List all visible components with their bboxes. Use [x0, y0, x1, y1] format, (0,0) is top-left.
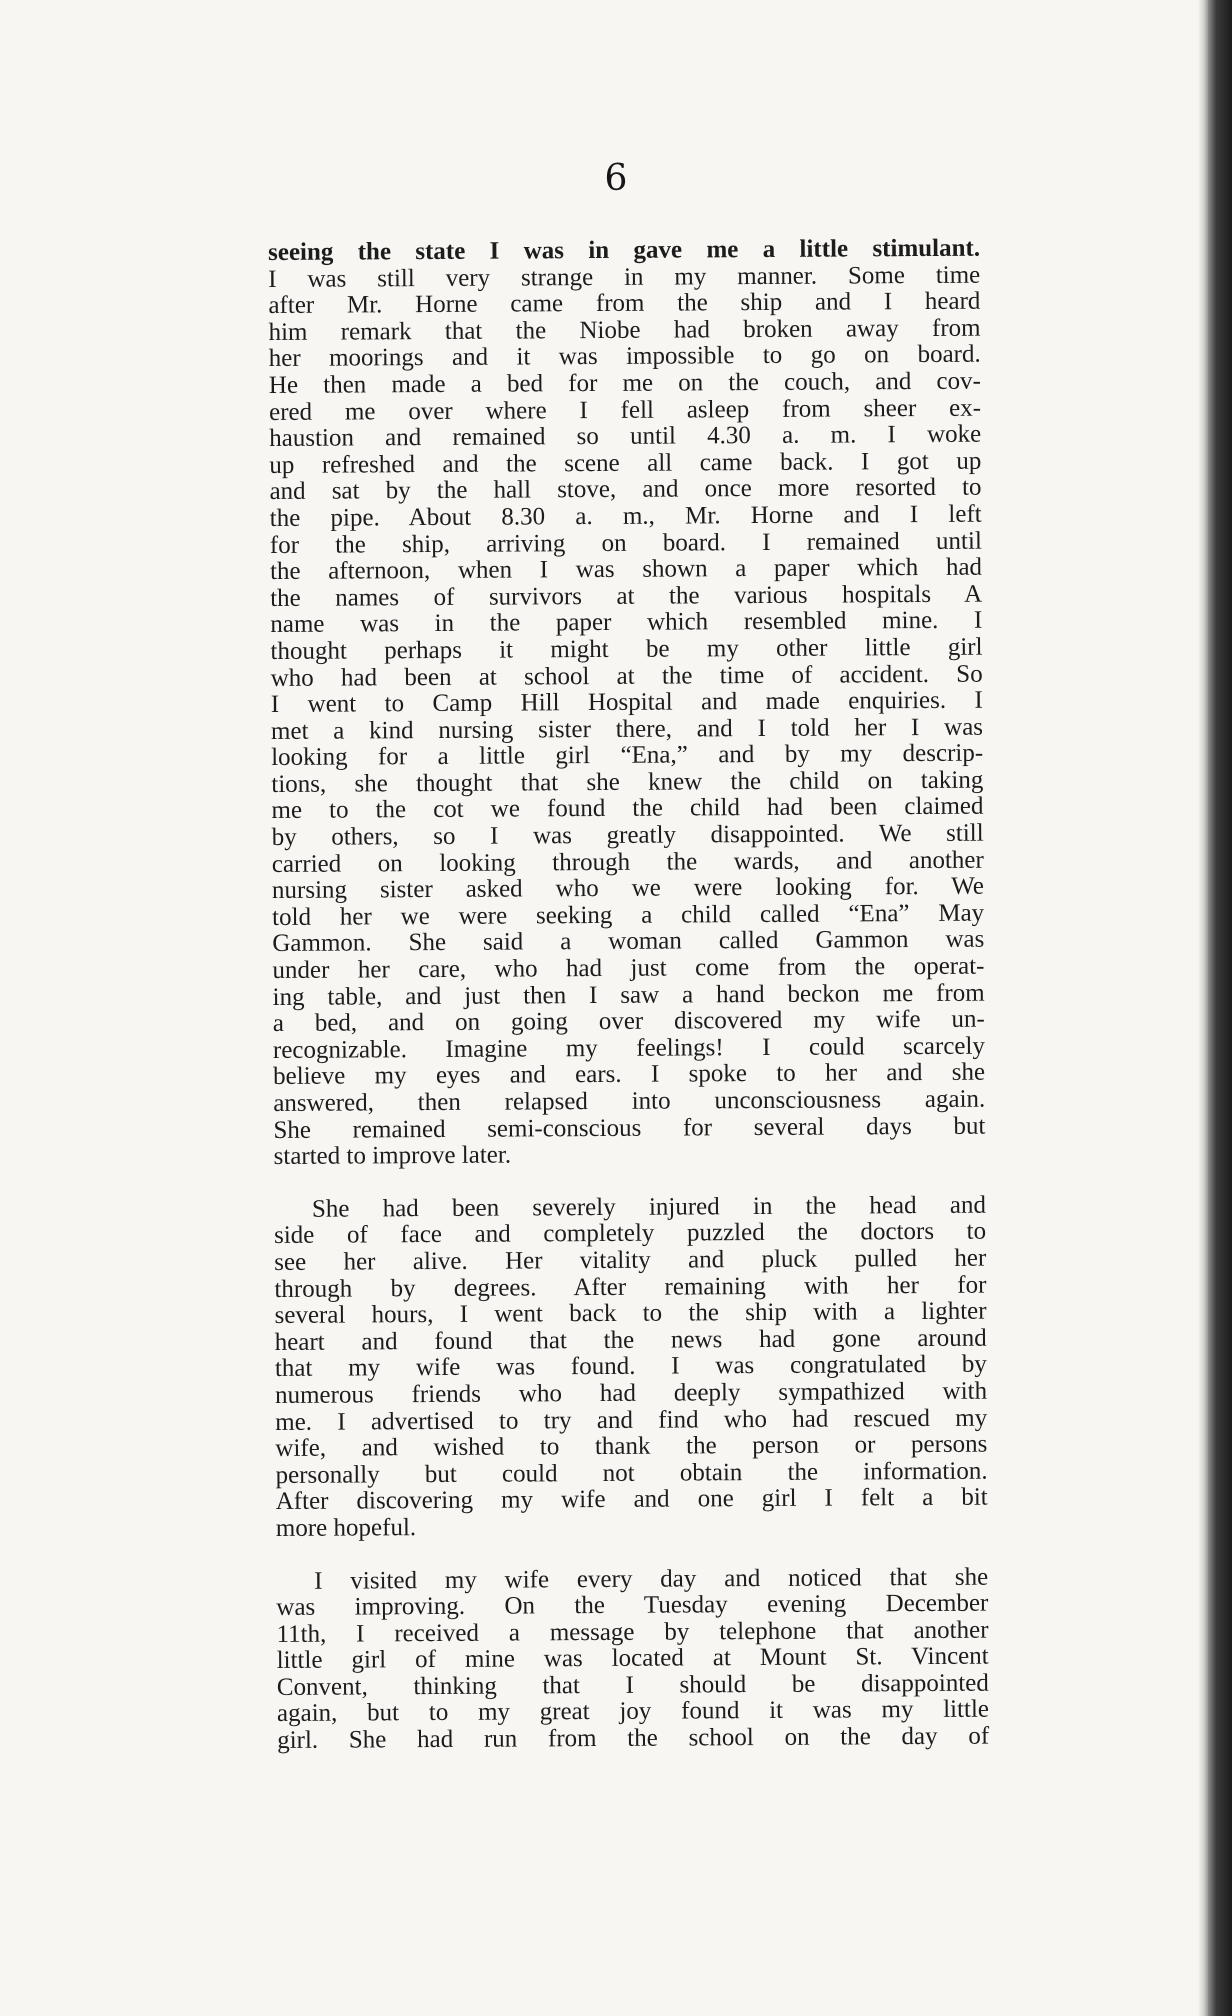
text-line: believe my eyes and ears. I spoke to her and she	[273, 1059, 986, 1091]
text-line: seeing the state I was in gave me a little stimulant.	[267, 234, 981, 266]
text-line: name was in the paper which resembled mine. I	[270, 606, 983, 639]
text-line: heart and found that the news had gone around	[274, 1324, 987, 1356]
text-line: numerous friends who had deeply sympathized with	[274, 1377, 988, 1409]
page-number: 6	[604, 158, 628, 199]
text-line: by others, so I was greatly disappointed. We still	[271, 819, 984, 852]
text-line: after Mr. Horne came from the ship and I heard	[268, 287, 981, 320]
text-line: told her we were seeking a child called “Ena” May	[272, 899, 985, 931]
paragraph-2	[274, 1192, 988, 1542]
text-line: was improving. On the Tuesday evening December	[276, 1589, 989, 1622]
text-line: under her care, who had just come from the operat-	[272, 952, 985, 985]
text-line: for the ship, arriving on board. I remained until	[269, 527, 982, 559]
text-line: He then made a bed for me on the couch, and cov-	[268, 367, 981, 399]
text-line: I visited my wife every day and noticed that she	[314, 1563, 989, 1595]
text-line: through by degrees. After remaining with her for	[274, 1271, 987, 1303]
text-line: me. I advertised to try and find who had rescued my	[275, 1404, 988, 1436]
text-line: Gammon. She said a woman called Gammon was	[272, 926, 985, 958]
text-line: the names of survivors at the various hospitals A	[270, 580, 983, 612]
text-line: ing table, and just then I saw a hand beckon me from	[272, 979, 985, 1011]
text-line: ered me over where I fell asleep from sheer ex-	[268, 394, 982, 426]
paragraph-3	[276, 1564, 989, 1755]
text-line: personally but could not obtain the information.	[275, 1457, 988, 1489]
page-edge-shadow	[1198, 0, 1208, 2016]
text-line: him remark that the Niobe had broken away from	[268, 314, 981, 346]
text-line: started to improve later.	[273, 1141, 512, 1171]
text-line: wife, and wished to thank the person or persons	[275, 1430, 988, 1463]
text-line: side of face and completely puzzled the doctors to	[274, 1218, 987, 1250]
text-line: that my wife was found. I was congratulated by	[274, 1350, 987, 1383]
text-line: thought perhaps it might be my other little girl	[270, 633, 983, 665]
text-line: answered, then relapsed into unconsciousness again.	[273, 1085, 986, 1117]
text-line: met a kind nursing sister there, and I told her I was	[270, 713, 984, 745]
text-line: She remained semi-conscious for several days but	[273, 1112, 986, 1144]
text-line: more hopeful.	[275, 1514, 417, 1542]
text-line: looking for a little girl “Ena,” and by my descrip-	[271, 739, 984, 772]
text-line: nursing sister asked who we were looking for. We	[271, 872, 985, 905]
text-line: recognizable. Imagine my feelings! I could scarcely	[272, 1032, 986, 1064]
text-line: tions, she thought that she knew the child on taking	[271, 766, 984, 798]
text-line: little girl of mine was located at Mount St. Vincent	[276, 1642, 989, 1675]
text-line: again, but to my great joy found it was my little	[276, 1696, 990, 1728]
paragraph-1	[268, 236, 986, 1171]
text-line: the afternoon, when I was shown a paper which had	[269, 553, 983, 586]
text-line: me to the cot we found the child had been claimed	[271, 793, 984, 825]
body-text	[268, 236, 989, 1755]
text-line: a bed, and on going over discovered my wife un-	[272, 1005, 985, 1038]
text-line: several hours, I went back to the ship with a lighter	[274, 1297, 987, 1330]
text-line: carried on looking through the wards, and another	[271, 846, 984, 878]
text-line: who had been at school at the time of accident. So	[270, 660, 983, 692]
binding-edge	[1208, 0, 1232, 2016]
text-line: see her alive. Her vitality and pluck pulled her	[274, 1244, 987, 1276]
text-line: After discovering my wife and one girl I felt a bit	[275, 1483, 988, 1516]
text-line: Convent, thinking that I should be disappointed	[276, 1669, 989, 1701]
text-line: girl. She had run from the school on the day of	[277, 1722, 990, 1755]
text-line: the pipe. About 8.30 a. m., Mr. Horne and I left	[269, 500, 982, 532]
text-line: up refreshed and the scene all came back. I got up	[269, 447, 982, 479]
text-line: her moorings and it was impossible to go on board.	[268, 341, 981, 373]
text-line: haustion and remained so until 4.30 a. m. I woke	[269, 420, 982, 453]
text-line: I was still very strange in my manner. Some time	[268, 261, 981, 293]
text-line: 11th, I received a message by telephone that another	[276, 1616, 989, 1648]
text-line: I went to Camp Hill Hospital and made enquiries. I	[270, 686, 983, 719]
text-line: and sat by the hall stove, and once more resorted to	[269, 473, 982, 506]
text-line: She had been severely injured in the head and	[311, 1191, 986, 1223]
